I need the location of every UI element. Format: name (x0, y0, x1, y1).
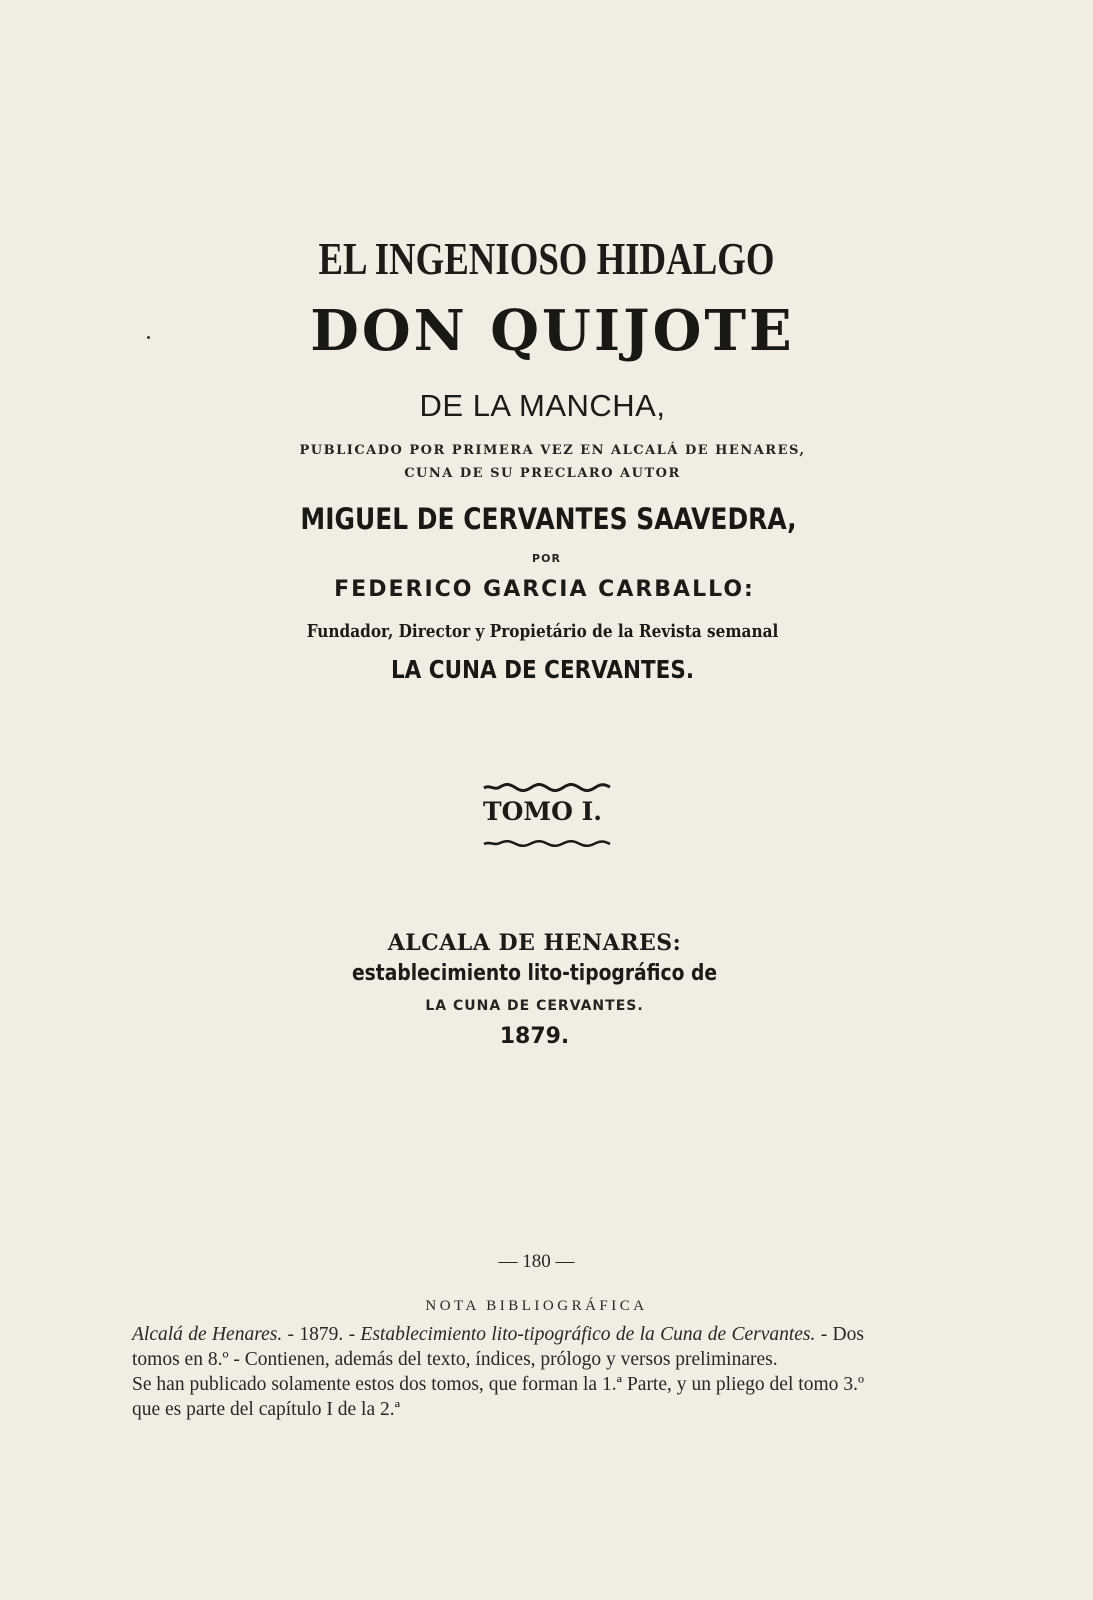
volume-label: TOMO I. (483, 797, 602, 826)
imprint-printer: establecimiento lito-tipográfico de (351, 961, 718, 986)
por-label: POR (532, 552, 561, 565)
page-number: — 180 — (498, 1251, 575, 1272)
nota-paragraph-1 (132, 1322, 864, 1372)
magazine-name: LA CUNA DE CERVANTES. (390, 655, 695, 684)
editor-name: FEDERICO GARCIA CARBALLO: (334, 577, 755, 602)
title-main: DON QUIJOTE (310, 298, 795, 364)
nota-establishment: Establecimiento lito-tipográfico de la Cuna de Cervantes. (360, 1324, 816, 1345)
title-line-3: DE LA MANCHA, (419, 388, 666, 423)
nota-body (132, 1322, 864, 1422)
title-line-1: EL INGENIOSO HIDALGO (318, 233, 775, 284)
imprint-place: ALCALA DE HENARES: (387, 930, 682, 956)
subtitle-line-2: CUNA DE SU PRECLARO AUTOR (404, 466, 681, 481)
wavy-ornament-icon (482, 782, 612, 792)
nota-place: Alcalá de Henares. (132, 1324, 283, 1345)
nota-paragraph-2: Se han publicado solamente estos dos tomos, que forman la 1.ª Parte, y un pliego del tomo 3.º que es parte del capítulo I de la 2.ª (132, 1374, 864, 1420)
editor-role: Fundador, Director y Propietário de la Revista semanal (306, 621, 779, 642)
subtitle-line-1: PUBLICADO POR PRIMERA VEZ EN ALCALÁ DE HENARES, (299, 443, 806, 458)
nota-description: - Dos tomos en 8.º - Contienen, además del texto, índices, prólogo y versos preliminares. (132, 1324, 864, 1370)
ornament-rule-bottom (0, 835, 1093, 847)
imprint-year: 1879. (499, 1024, 570, 1049)
nota-heading: NOTA BIBLIOGRÁFICA (425, 1298, 648, 1314)
author-name: MIGUEL DE CERVANTES SAAVEDRA, (300, 502, 797, 536)
wavy-ornament-icon (482, 838, 612, 848)
nota-separator: - 1879. - (282, 1324, 361, 1345)
ornament-rule-top (0, 779, 1093, 791)
imprint-printer-name: LA CUNA DE CERVANTES. (425, 998, 644, 1014)
